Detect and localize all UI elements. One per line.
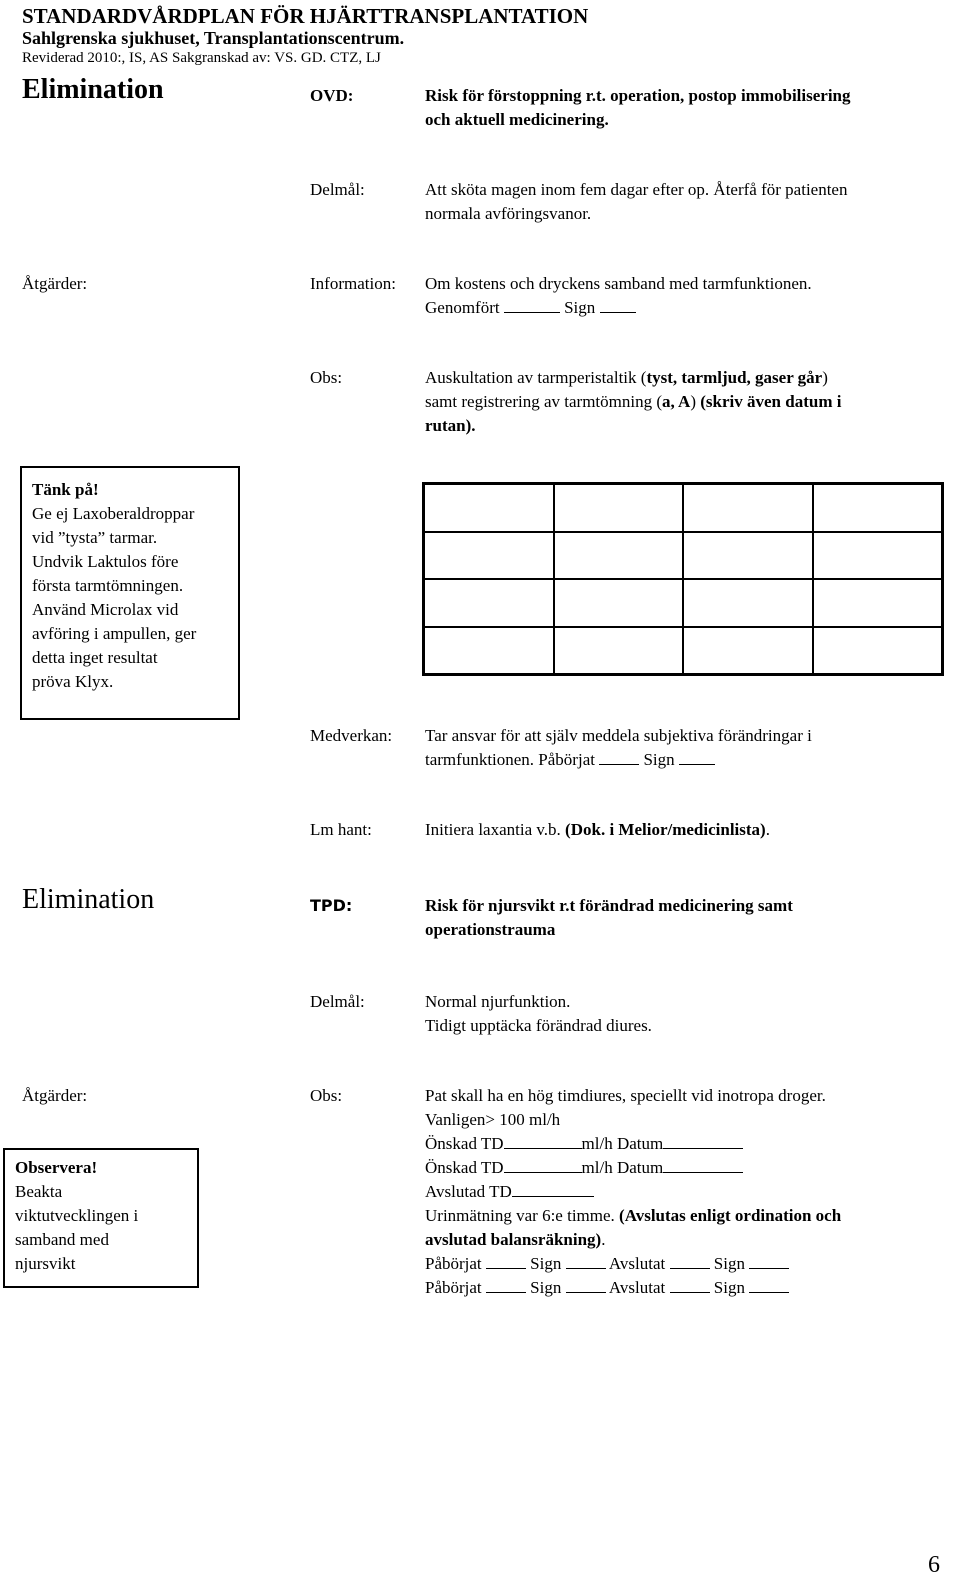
think-box [20,466,240,720]
grid-cell[interactable] [683,484,813,532]
ovd-text-line2: och aktuell medicinering. [425,110,609,129]
think-box-heading: Tänk på! [32,480,99,499]
observera-box-line: viktutvecklingen i [15,1206,139,1225]
grid-cell[interactable] [813,627,943,675]
genomfort-line [425,298,636,318]
paborjat-blank[interactable] [486,1254,526,1269]
bowel-registration-grid [422,482,944,676]
sign-blank[interactable] [749,1278,789,1293]
think-box-line: pröva Klyx. [32,672,114,691]
urin-text-line1: Urinmätning var 6:e timme. (Avslutas enligt ordination och [425,1206,842,1225]
think-box-line: detta inget resultat [32,648,158,667]
paborjat-blank[interactable] [486,1278,526,1293]
obs-text-line2: samt registrering av tarmtömning (a, A) (skriv även datum i [425,392,842,411]
avslutat-blank[interactable] [670,1278,710,1293]
grid-cell[interactable] [683,627,813,675]
page-number: 6 [928,1552,940,1578]
think-box-line: Använd Microlax vid [32,600,179,619]
medverkan-text-line2: tarmfunktionen. Påbörjat Sign [425,750,715,770]
avslutad-td-blank[interactable] [512,1182,594,1197]
section-heading-elimination-1: Elimination [22,74,164,105]
document-subtitle: Sahlgrenska sjukhuset, Transplantationscentrum. [22,28,405,48]
ovd-text-line1: Risk för förstoppning r.t. operation, postop immobilisering [425,86,851,105]
atgarder-label-2: Åtgärder: [22,1086,88,1105]
grid-cell[interactable] [683,532,813,580]
observera-box-line: njursvikt [15,1254,76,1273]
urin-text-line2: avslutad balansräkning). [425,1230,606,1249]
think-box-line: första tarmtömningen. [32,576,184,595]
grid-cell[interactable] [554,484,684,532]
sign-blank[interactable] [566,1254,606,1269]
paborjat-line-2: Påbörjat Sign Avslutat Sign [425,1278,789,1298]
grid-cell[interactable] [554,532,684,580]
onskad-td-blank[interactable] [504,1158,582,1173]
delmal2-text-line1: Normal njurfunktion. [425,992,571,1011]
obs2-text-line2: Vanligen> 100 ml/h [425,1110,561,1129]
medverkan-text-line1: Tar ansvar för att själv meddela subjektiva förändringar i [425,726,812,745]
grid-cell[interactable] [424,484,554,532]
obs-text-line3: rutan). [425,416,476,435]
delmal-text-line2: normala avföringsvanor. [425,204,592,223]
paborjat-blank[interactable] [599,750,639,765]
lm-text: Initiera laxantia v.b. (Dok. i Melior/medicinlista). [425,820,770,839]
genomfort-blank[interactable] [504,298,560,313]
obs-label: Obs: [310,368,343,387]
grid-cell[interactable] [424,579,554,627]
document-title: STANDARDVÅRDPLAN FÖR HJÄRTTRANSPLANTATION [22,4,589,28]
grid-cell[interactable] [424,532,554,580]
datum-blank[interactable] [663,1158,743,1173]
observera-box-line: samband med [15,1230,109,1249]
grid-cell[interactable] [813,532,943,580]
onskad-td-line-2: Önskad TD ml/h Datum [425,1158,743,1178]
onskad-td-blank[interactable] [504,1134,582,1149]
avslutad-td-line: Avslutad TD [425,1182,594,1202]
grid-cell[interactable] [554,579,684,627]
avslutat-blank[interactable] [670,1254,710,1269]
information-label: Information: [310,274,396,293]
sign-blank[interactable] [566,1278,606,1293]
paborjat-line-1: Påbörjat Sign Avslutat Sign [425,1254,789,1274]
tpd-text-line1: Risk för njursvikt r.t förändrad medicinering samt [425,896,793,915]
medverkan-label: Medverkan: [310,726,393,745]
tpd-text-line2: operationstrauma [425,920,556,939]
sign-blank[interactable] [749,1254,789,1269]
sign-label: Sign [564,298,596,317]
ovd-label: OVD: [310,86,354,105]
obs2-text-line1: Pat skall ha en hög timdiures, speciellt vid inotropa droger. [425,1086,826,1105]
information-text: Om kostens och dryckens samband med tarmfunktionen. [425,274,812,293]
observera-box [3,1148,199,1288]
grid-cell[interactable] [683,579,813,627]
datum-blank[interactable] [663,1134,743,1149]
think-box-line: avföring i ampullen, ger [32,624,197,643]
revision-line: Reviderad 2010:, IS, AS Sakgranskad av: VS. GD. CTZ, LJ [22,50,381,66]
atgarder-label: Åtgärder: [22,274,88,293]
obs-text-line1: Auskultation av tarmperistaltik (tyst, tarmljud, gaser går) [425,368,828,387]
delmal-text-line1: Att sköta magen inom fem dagar efter op. Återfå för patienten [425,180,848,199]
think-box-line: vid ”tysta” tarmar. [32,528,158,547]
section-heading-elimination-2: Elimination [22,884,155,915]
obs-label-2: Obs: [310,1086,343,1105]
delmal2-text-line2: Tidigt upptäcka förändrad diures. [425,1016,652,1035]
genomfort-label: Genomfört [425,298,500,317]
grid-cell[interactable] [813,579,943,627]
grid-cell[interactable] [554,627,684,675]
grid-cell[interactable] [424,627,554,675]
delmal-label: Delmål: [310,180,365,199]
tpd-label: TPD: [310,896,353,915]
observera-box-heading: Observera! [15,1158,98,1177]
observera-box-line: Beakta [15,1182,63,1201]
sign-blank[interactable] [600,298,636,313]
onskad-td-line-1: Önskad TD ml/h Datum [425,1134,743,1154]
lm-label: Lm hant: [310,820,372,839]
think-box-line: Undvik Laktulos före [32,552,179,571]
grid-cell[interactable] [813,484,943,532]
think-box-line: Ge ej Laxoberaldroppar [32,504,195,523]
delmal-label-2: Delmål: [310,992,365,1011]
sign-blank[interactable] [679,750,715,765]
